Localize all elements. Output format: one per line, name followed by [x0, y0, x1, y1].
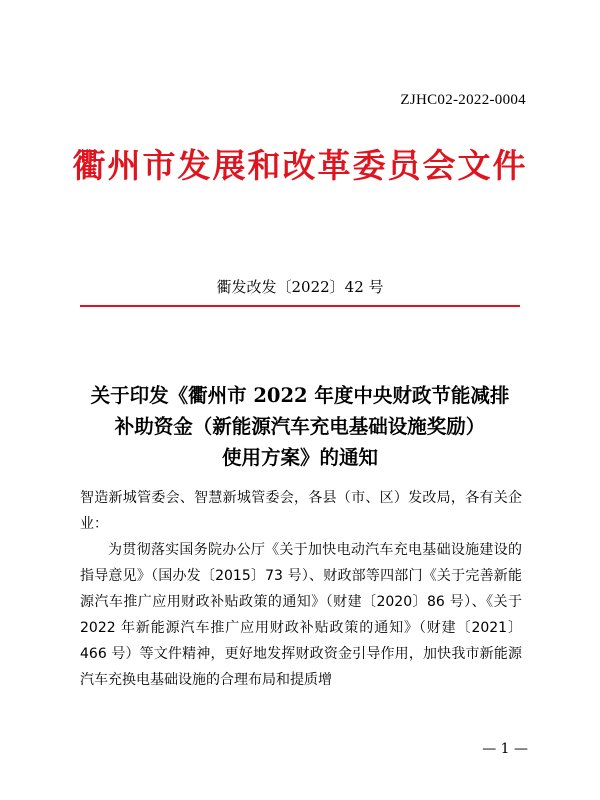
title-line: 关于印发《衢州市 2022 年度中央财政节能减排	[90, 384, 510, 407]
recipients: 智造新城管委会、智慧新城管委会，各县（市、区）发改局，各有关企业：	[80, 490, 522, 532]
document-number: 衢发改发〔2022〕42 号	[216, 278, 384, 296]
body-paragraph: 为贯彻落实国务院办公厅《关于加快电动汽车充电基础设施建设的指导意见》（国办发〔2015〕73 号）、财政部等四部门《关于完善新能源汽车推广应用财政补贴政策的通知》（财建〔2020〕86 号）、《关于 2022 年新能源汽车推广应用财政补贴政策的通知》（财建〔2021〕466 号）等文件精神，更好地发挥财政资金引导作用，加快我市新能源汽车充换电基础设施的合理布局和提质增	[80, 542, 522, 688]
title-line: 使用方案》的通知	[221, 446, 378, 469]
document-body	[80, 485, 522, 693]
document-code: ZJHC02-2022-0004	[400, 92, 526, 108]
notice-title	[60, 380, 540, 473]
issuer-header: 衢州市发展和改革委员会文件	[72, 146, 528, 185]
page-number: — 1 —	[482, 741, 528, 757]
red-divider-line	[80, 305, 520, 307]
title-line: 补助资金（新能源汽车充电基础设施奖励）	[114, 415, 486, 438]
